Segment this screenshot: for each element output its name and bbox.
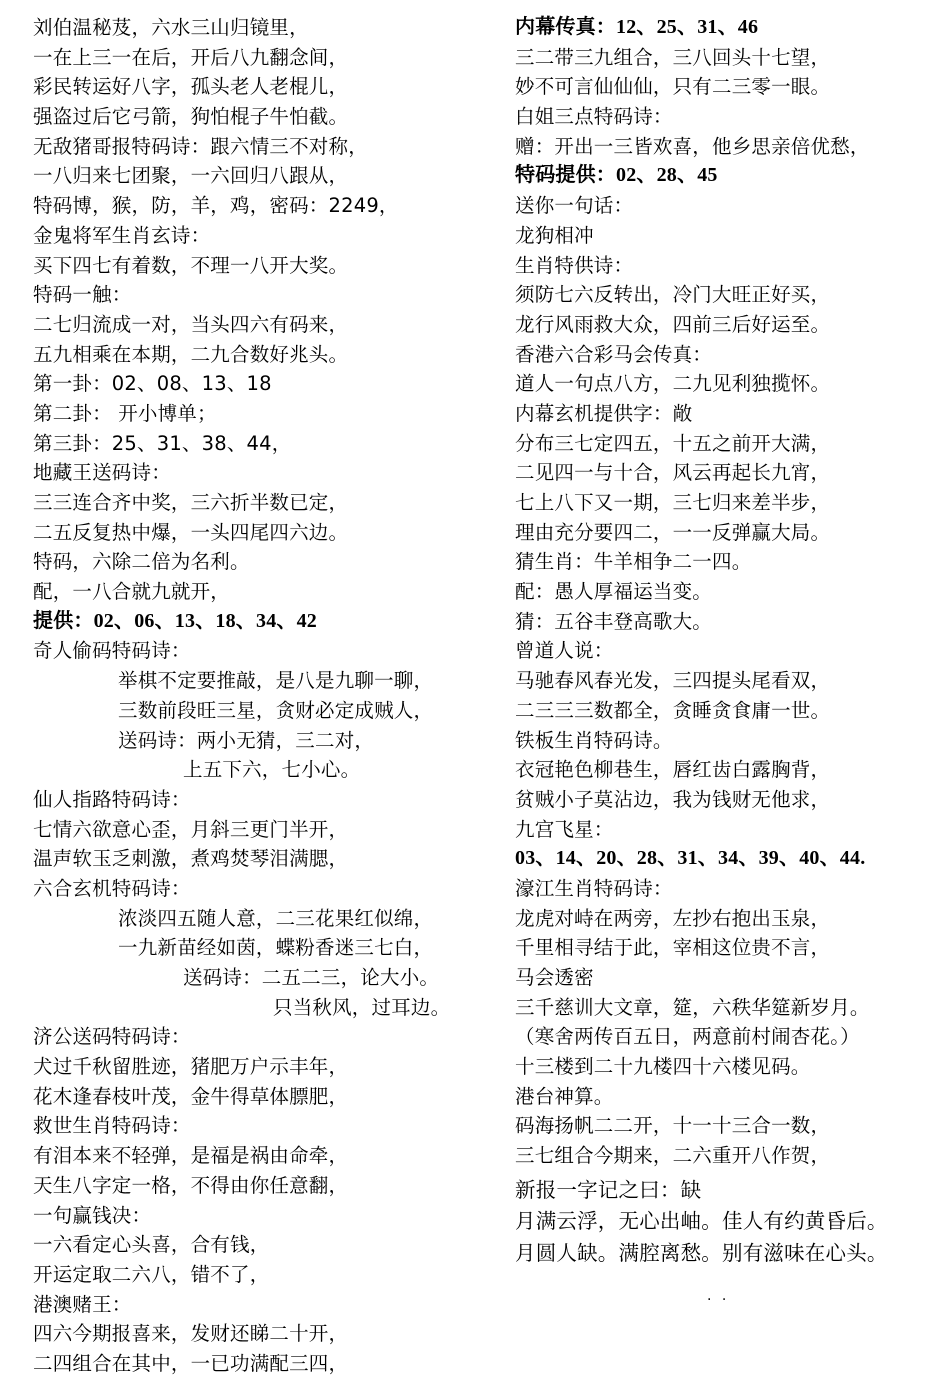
text-line: 铁板生肖特码诗。 [515, 728, 673, 752]
text-line: 一六看定心头喜，合有钱， [33, 1233, 270, 1257]
text-line: 二见四一与十合，风云再起长九宵， [515, 461, 831, 485]
text-line: 送你一句话： [515, 194, 634, 218]
text-line: 须防七六反转出，冷门大旺正好买， [515, 283, 831, 307]
text-line: 第三卦：25、31、38、44， [33, 431, 292, 455]
text-line: 猜：五谷丰登高歌大。 [515, 609, 713, 633]
text-line: 上五下六，七小心。 [183, 758, 361, 782]
text-line: 贫贼小子莫沾边，我为钱财无他求， [515, 787, 831, 811]
right-text-column [515, 13, 925, 1269]
text-line: 码海扬帆二二开，十一十三合一数， [515, 1114, 831, 1138]
text-line: 二七归流成一对，当头四六有码来， [33, 312, 349, 336]
text-line: 只当秋风，过耳边。 [273, 995, 451, 1019]
text-line: 月圆人缺。满腔离愁。别有滋味在心头。 [515, 1240, 888, 1265]
text-line: 新报一字记之曰：缺 [515, 1177, 702, 1202]
numbers-line: 内幕传真：12、25、31、46 [515, 16, 759, 38]
text-line: 三七组合今期来，二六重开八作贺， [515, 1144, 831, 1168]
text-line: 犬过千秋留胜迹，猪肥万户示丰年， [33, 1055, 349, 1079]
text-line: 香港六合彩马会传真： [515, 342, 713, 366]
text-line: 马会透密 [515, 966, 594, 989]
text-line: 配：愚人厚福运当变。 [515, 580, 713, 604]
text-line: 马驰春风春光发，三四提头尾看双， [515, 669, 831, 693]
text-line: 三三连合齐中奖，三六折半数已定， [33, 491, 349, 514]
text-line: 妙不可言仙仙仙，只有二三零一眼。 [515, 75, 831, 99]
text-line: 七情六欲意心歪，月斜三更门半开， [33, 817, 349, 841]
text-line: 救世生肖特码诗： [33, 1114, 191, 1138]
text-line: 衣冠艳色柳巷生，唇红齿白露胸背， [515, 758, 831, 782]
text-line: 曾道人说： [515, 639, 614, 663]
text-line: 二三三三数都全，贪睡贪食庸一世。 [515, 698, 831, 722]
text-line: （寒舍两传百五日，两意前村闹杏花。） [515, 1025, 860, 1049]
text-line: 金鬼将军生肖玄诗： [33, 223, 211, 247]
text-line: 港澳赌王： [33, 1292, 132, 1316]
text-line: 二五反复热中爆，一头四尾四六边。 [33, 520, 349, 544]
text-line: 分布三七定四五，十五之前开大满， [515, 431, 831, 455]
text-line: 二四组合在其中，一已功满配三四， [33, 1351, 349, 1375]
text-line: 第二卦： 开小博单； [33, 401, 217, 425]
text-line: 三二带三九组合，三八回头十七望， [515, 45, 831, 69]
text-line: 猜生肖：牛羊相争二一四。 [515, 550, 752, 574]
text-line: 济公送码特码诗： [33, 1025, 191, 1049]
text-line: 三千慈训大文章，筵，六秩华筵新岁月。 [515, 995, 870, 1019]
text-line: 一在上三一在后，开后八九翻念间， [33, 45, 349, 69]
text-line: 特码，六除二倍为名利。 [33, 550, 250, 574]
text-line: 有泪本来不轻弹，是福是祸由命牵， [33, 1144, 349, 1168]
left-text-column [33, 13, 473, 1379]
text-line: 白姐三点特码诗： [515, 105, 673, 129]
text-line: 浓淡四五随人意，二三花果红似绵， [118, 906, 434, 930]
text-line: 特码博，猴，防，羊，鸡，密码：2249， [33, 194, 399, 218]
text-line: 送码诗：二五二三，论大小。 [183, 966, 440, 989]
text-line: 千里相寻结于此，宰相这位贵不言， [515, 936, 831, 960]
text-line: 一句赢钱决： [33, 1203, 152, 1227]
text-line: 五九相乘在本期，二九合数好兆头。 [33, 342, 349, 366]
text-line: 花木逢春枝叶茂，金牛得草体膘肥， [33, 1084, 349, 1108]
text-line: 月满云浮，无心出岫。佳人有约黄昏后。 [515, 1209, 888, 1234]
text-line: 龙狗相冲 [515, 223, 594, 247]
text-line: 一九新苗经如茵，蝶粉香迷三七白， [118, 936, 434, 960]
text-line: 举棋不定要推敲，是八是九聊一聊， [118, 669, 434, 693]
text-line: 配，一八合就九就开， [33, 580, 231, 604]
text-line: 特码一触： [33, 283, 132, 307]
text-line: 买下四七有着数，不理一八开大奖。 [33, 253, 349, 277]
text-line: 濠江生肖特码诗： [515, 876, 673, 900]
numbers-line: 03、14、20、28、31、34、39、40、44. [515, 847, 866, 870]
numbers-line: 特码提供：02、28、45 [515, 164, 718, 187]
text-line: 龙行风雨救大众，四前三后好运至。 [515, 312, 831, 336]
text-line: 地藏王送码诗： [33, 461, 171, 485]
text-line: 九宫飞星： [515, 817, 614, 841]
text-line: 赠：开出一三皆欢喜，他乡思亲倍优愁， [515, 134, 870, 158]
numbers-line: 提供：02、06、13、18、34、42 [33, 609, 317, 632]
footer-dots: . . [707, 1288, 730, 1304]
text-line: 奇人偷码特码诗： [33, 639, 191, 663]
text-line: 一八归来七团聚，一六回归八跟从， [33, 164, 349, 188]
text-line: 六合玄机特码诗： [33, 876, 191, 900]
text-line: 无敌猪哥报特码诗：跟六情三不对称， [33, 134, 368, 158]
text-line: 第一卦：02、08、13、18 [33, 372, 272, 396]
text-line: 刘伯温秘芨，六水三山归镜里， [33, 16, 309, 39]
text-line: 十三楼到二十九楼四十六楼见码。 [515, 1055, 811, 1079]
text-line: 送码诗：两小无猜，三二对， [118, 728, 375, 752]
text-line: 理由充分要四二，一一反弹赢大局。 [515, 520, 831, 544]
text-line: 温声软玉乏刺激，煮鸡焚琴泪满腮， [33, 847, 349, 871]
text-line: 仙人指路特码诗： [33, 787, 191, 811]
text-line: 天生八字定一格，不得由你任意翻， [33, 1173, 349, 1197]
text-line: 开运定取二六八，错不了， [33, 1262, 270, 1286]
text-line: 七上八下又一期，三七归来差半步， [515, 491, 831, 514]
text-line: 强盗过后它弓箭，狗怕棍子牛怕截。 [33, 105, 349, 129]
text-line: 内幕玄机提供字：敞 [515, 401, 693, 425]
text-line: 四六今期报喜来，发财还睇二十开， [33, 1322, 349, 1346]
text-line: 彩民转运好八字，孤头老人老棍儿， [33, 75, 349, 99]
text-line: 龙虎对峙在两旁，左抄右抱出玉泉， [515, 906, 831, 930]
text-line: 生肖特供诗： [515, 253, 634, 277]
text-line: 道人一句点八方，二九见利独揽怀。 [515, 372, 831, 396]
text-line: 港台神算。 [515, 1084, 614, 1108]
text-line: 三数前段旺三星，贪财必定成贼人， [118, 698, 434, 722]
